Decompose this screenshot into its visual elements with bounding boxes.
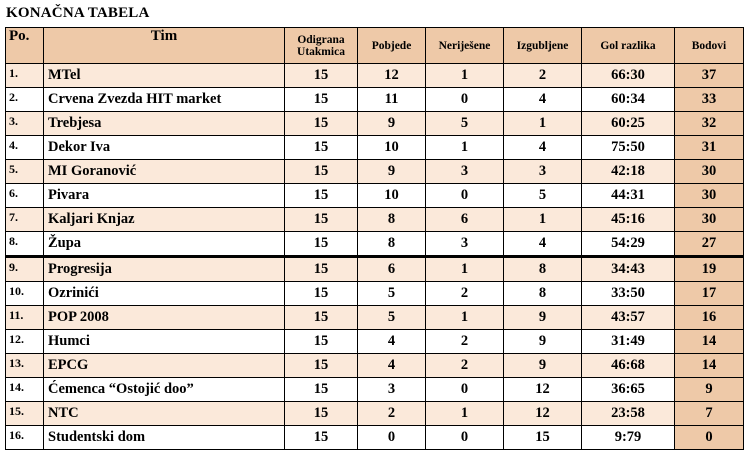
cell-team: Ozrinići	[44, 282, 285, 306]
cell-izgubljene: 9	[504, 306, 582, 330]
cell-po: 12.	[6, 330, 44, 354]
table-row	[6, 426, 744, 450]
cell-pobjede: 3	[358, 378, 426, 402]
cell-izgubljene: 1	[504, 208, 582, 232]
cell-nerijesene: 5	[426, 112, 504, 136]
cell-odigrana: 15	[285, 282, 358, 306]
cell-nerijesene: 1	[426, 306, 504, 330]
cell-pobjede: 8	[358, 232, 426, 257]
cell-gol-razlika: 42:18	[582, 160, 675, 184]
cell-nerijesene: 1	[426, 136, 504, 160]
cell-team: POP 2008	[44, 306, 285, 330]
cell-odigrana: 15	[285, 330, 358, 354]
cell-izgubljene: 9	[504, 330, 582, 354]
cell-gol-razlika: 66:30	[582, 64, 675, 88]
cell-gol-razlika: 36:65	[582, 378, 675, 402]
cell-pobjede: 9	[358, 112, 426, 136]
cell-odigrana: 15	[285, 88, 358, 112]
cell-gol-razlika: 60:34	[582, 88, 675, 112]
table-row	[6, 257, 744, 282]
cell-po: 4.	[6, 136, 44, 160]
cell-gol-razlika: 44:31	[582, 184, 675, 208]
cell-nerijesene: 0	[426, 378, 504, 402]
cell-pobjede: 10	[358, 184, 426, 208]
cell-po: 1.	[6, 64, 44, 88]
cell-bodovi: 37	[675, 64, 744, 88]
cell-gol-razlika: 31:49	[582, 330, 675, 354]
cell-nerijesene: 0	[426, 426, 504, 450]
cell-po: 10.	[6, 282, 44, 306]
cell-pobjede: 5	[358, 306, 426, 330]
cell-po: 13.	[6, 354, 44, 378]
table-row	[6, 354, 744, 378]
cell-odigrana: 15	[285, 208, 358, 232]
cell-bodovi: 14	[675, 330, 744, 354]
cell-gol-razlika: 45:16	[582, 208, 675, 232]
cell-nerijesene: 1	[426, 64, 504, 88]
cell-team: Kaljari Knjaz	[44, 208, 285, 232]
cell-team: Župa	[44, 232, 285, 257]
cell-team: Studentski dom	[44, 426, 285, 450]
cell-team: Crvena Zvezda HIT market	[44, 88, 285, 112]
cell-pobjede: 2	[358, 402, 426, 426]
cell-pobjede: 8	[358, 208, 426, 232]
table-row	[6, 112, 744, 136]
cell-nerijesene: 1	[426, 402, 504, 426]
cell-bodovi: 0	[675, 426, 744, 450]
cell-nerijesene: 0	[426, 184, 504, 208]
cell-odigrana: 15	[285, 402, 358, 426]
cell-izgubljene: 8	[504, 282, 582, 306]
cell-pobjede: 0	[358, 426, 426, 450]
table-row	[6, 64, 744, 88]
header-po: Po.	[6, 28, 44, 64]
cell-nerijesene: 2	[426, 354, 504, 378]
cell-gol-razlika: 9:79	[582, 426, 675, 450]
table-row	[6, 330, 744, 354]
cell-izgubljene: 5	[504, 184, 582, 208]
cell-nerijesene: 6	[426, 208, 504, 232]
cell-izgubljene: 2	[504, 64, 582, 88]
header-odigrana: Odigrana Utakmica	[285, 28, 358, 64]
cell-team: MI Goranović	[44, 160, 285, 184]
cell-pobjede: 9	[358, 160, 426, 184]
cell-pobjede: 5	[358, 282, 426, 306]
cell-nerijesene: 0	[426, 88, 504, 112]
cell-odigrana: 15	[285, 232, 358, 257]
cell-pobjede: 12	[358, 64, 426, 88]
table-row	[6, 306, 744, 330]
cell-team: Pivara	[44, 184, 285, 208]
standings-table	[5, 27, 744, 450]
header-gol-razlika: Gol razlika	[582, 28, 675, 64]
cell-izgubljene: 9	[504, 354, 582, 378]
table-row	[6, 160, 744, 184]
cell-bodovi: 9	[675, 378, 744, 402]
cell-po: 9.	[6, 257, 44, 282]
cell-team: MTel	[44, 64, 285, 88]
cell-odigrana: 15	[285, 257, 358, 282]
cell-pobjede: 6	[358, 257, 426, 282]
cell-bodovi: 30	[675, 208, 744, 232]
page-title: KONAČNA TABELA	[6, 5, 150, 21]
cell-odigrana: 15	[285, 160, 358, 184]
cell-pobjede: 4	[358, 330, 426, 354]
cell-odigrana: 15	[285, 354, 358, 378]
cell-bodovi: 31	[675, 136, 744, 160]
cell-nerijesene: 3	[426, 232, 504, 257]
cell-gol-razlika: 43:57	[582, 306, 675, 330]
cell-bodovi: 32	[675, 112, 744, 136]
cell-team: Humci	[44, 330, 285, 354]
cell-po: 8.	[6, 232, 44, 257]
cell-odigrana: 15	[285, 112, 358, 136]
header-bodovi: Bodovi	[675, 28, 744, 64]
cell-team: EPCG	[44, 354, 285, 378]
cell-izgubljene: 4	[504, 88, 582, 112]
cell-pobjede: 10	[358, 136, 426, 160]
header-pobjede: Pobjede	[358, 28, 426, 64]
cell-izgubljene: 8	[504, 257, 582, 282]
cell-team: Ćemenca “Ostojić doo”	[44, 378, 285, 402]
cell-pobjede: 4	[358, 354, 426, 378]
cell-izgubljene: 12	[504, 378, 582, 402]
cell-bodovi: 30	[675, 160, 744, 184]
cell-po: 7.	[6, 208, 44, 232]
table-row	[6, 136, 744, 160]
cell-team: Trebjesa	[44, 112, 285, 136]
cell-odigrana: 15	[285, 306, 358, 330]
cell-nerijesene: 1	[426, 257, 504, 282]
cell-izgubljene: 1	[504, 112, 582, 136]
cell-bodovi: 7	[675, 402, 744, 426]
cell-odigrana: 15	[285, 184, 358, 208]
cell-team: NTC	[44, 402, 285, 426]
table-row	[6, 402, 744, 426]
cell-gol-razlika: 60:25	[582, 112, 675, 136]
cell-gol-razlika: 54:29	[582, 232, 675, 257]
cell-odigrana: 15	[285, 426, 358, 450]
cell-po: 15.	[6, 402, 44, 426]
cell-gol-razlika: 23:58	[582, 402, 675, 426]
cell-nerijesene: 2	[426, 330, 504, 354]
cell-izgubljene: 3	[504, 160, 582, 184]
cell-nerijesene: 3	[426, 160, 504, 184]
cell-gol-razlika: 34:43	[582, 257, 675, 282]
cell-izgubljene: 4	[504, 232, 582, 257]
cell-bodovi: 14	[675, 354, 744, 378]
cell-odigrana: 15	[285, 136, 358, 160]
cell-bodovi: 27	[675, 232, 744, 257]
table-row	[6, 232, 744, 257]
cell-izgubljene: 4	[504, 136, 582, 160]
cell-gol-razlika: 46:68	[582, 354, 675, 378]
table-row	[6, 378, 744, 402]
cell-po: 5.	[6, 160, 44, 184]
cell-gol-razlika: 33:50	[582, 282, 675, 306]
table-row	[6, 184, 744, 208]
cell-po: 6.	[6, 184, 44, 208]
cell-bodovi: 33	[675, 88, 744, 112]
cell-po: 3.	[6, 112, 44, 136]
cell-po: 11.	[6, 306, 44, 330]
cell-po: 16.	[6, 426, 44, 450]
table-row	[6, 282, 744, 306]
cell-bodovi: 30	[675, 184, 744, 208]
cell-odigrana: 15	[285, 378, 358, 402]
cell-pobjede: 11	[358, 88, 426, 112]
cell-bodovi: 19	[675, 257, 744, 282]
cell-odigrana: 15	[285, 64, 358, 88]
cell-bodovi: 17	[675, 282, 744, 306]
table-row	[6, 88, 744, 112]
cell-gol-razlika: 75:50	[582, 136, 675, 160]
cell-team: Progresija	[44, 257, 285, 282]
cell-izgubljene: 12	[504, 402, 582, 426]
header-row	[6, 28, 744, 64]
cell-bodovi: 16	[675, 306, 744, 330]
header-tim: Tim	[44, 28, 285, 64]
table-row	[6, 208, 744, 232]
cell-team: Dekor Iva	[44, 136, 285, 160]
cell-po: 14.	[6, 378, 44, 402]
cell-nerijesene: 2	[426, 282, 504, 306]
cell-izgubljene: 15	[504, 426, 582, 450]
cell-po: 2.	[6, 88, 44, 112]
header-nerijesene: Neriješene	[426, 28, 504, 64]
header-izgubljene: Izgubljene	[504, 28, 582, 64]
